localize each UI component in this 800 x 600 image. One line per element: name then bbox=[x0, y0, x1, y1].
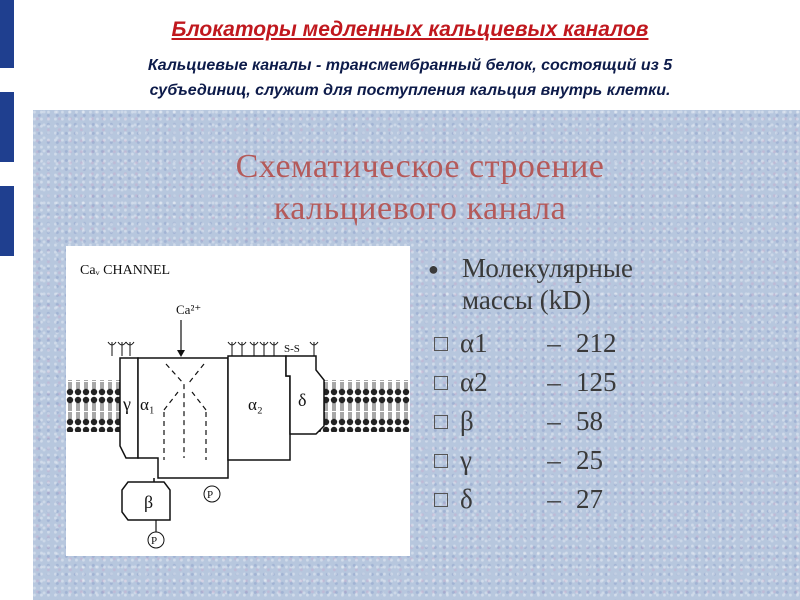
slide-subtitle bbox=[40, 53, 780, 103]
phosphate-marker-bottom bbox=[148, 532, 164, 548]
dash: – bbox=[547, 328, 561, 358]
sidebar-accent-top bbox=[0, 0, 14, 68]
checkbox-icon bbox=[434, 454, 448, 468]
subunit-name: α1 bbox=[460, 328, 488, 358]
mass-row bbox=[428, 441, 778, 480]
mass-value: 25 bbox=[576, 445, 603, 475]
panel-heading-line-1: Схематическое строение bbox=[235, 148, 605, 185]
mass-value: 212 bbox=[576, 328, 617, 358]
mass-row bbox=[428, 480, 778, 519]
mass-header-line-1: Молекулярные bbox=[462, 253, 633, 283]
phosphate-label-bottom: P bbox=[151, 535, 158, 547]
mass-row bbox=[428, 402, 778, 441]
mass-value: 125 bbox=[576, 367, 617, 397]
ion-label: Ca²⁺ bbox=[176, 302, 202, 317]
mass-value: 58 bbox=[576, 406, 603, 436]
lipid-bilayer-right bbox=[318, 380, 410, 432]
dash: – bbox=[547, 484, 561, 514]
sidebar-accent-bottom bbox=[0, 186, 14, 256]
mass-list-header bbox=[428, 252, 778, 316]
subtitle-line-1: Кальциевые каналы - трансмембранный белок, состоящий из 5 bbox=[147, 57, 673, 74]
checkbox-icon bbox=[434, 337, 448, 351]
subunit-name: δ bbox=[460, 484, 473, 514]
delta-label: δ bbox=[298, 390, 307, 410]
checkbox-icon bbox=[434, 415, 448, 429]
panel-heading-line-2: кальциевого канала bbox=[273, 190, 567, 227]
beta-label: β bbox=[144, 492, 154, 512]
channel-diagram bbox=[66, 246, 410, 556]
lipid-bilayer-left bbox=[66, 380, 122, 432]
mass-value: 27 bbox=[576, 484, 603, 514]
mass-row bbox=[428, 324, 778, 363]
phosphate-label-right: P bbox=[207, 489, 214, 501]
dash: – bbox=[547, 367, 561, 397]
disulfide-label: S-S bbox=[284, 343, 300, 355]
alpha1-subunit bbox=[138, 358, 228, 478]
molecular-mass-list bbox=[428, 252, 778, 519]
sidebar-accent-middle bbox=[0, 92, 14, 162]
dash: – bbox=[547, 406, 561, 436]
checkbox-icon bbox=[434, 376, 448, 390]
bullet-dot-icon: ● bbox=[428, 259, 439, 279]
subunit-name: β bbox=[460, 406, 474, 436]
alpha1-label: α₁ bbox=[140, 395, 155, 414]
checkbox-icon bbox=[434, 493, 448, 507]
subunit-name: γ bbox=[460, 445, 472, 475]
subtitle-line-2: субъединиц, служит для поступления кальция внутрь клетки. bbox=[149, 82, 671, 99]
subunit-name: α2 bbox=[460, 367, 488, 397]
gamma-label: γ bbox=[123, 394, 131, 414]
dash: – bbox=[547, 445, 561, 475]
mass-row bbox=[428, 363, 778, 402]
ion-arrow-head bbox=[177, 350, 185, 357]
mass-header-line-2: массы (kD) bbox=[462, 285, 591, 315]
channel-label: Caᵥ CHANNEL bbox=[80, 263, 171, 278]
alpha2-label: α₂ bbox=[248, 395, 263, 414]
panel-heading bbox=[100, 146, 740, 230]
phosphate-marker-right bbox=[204, 486, 220, 502]
slide-title: Блокаторы медленных кальциевых каналов bbox=[171, 18, 649, 41]
